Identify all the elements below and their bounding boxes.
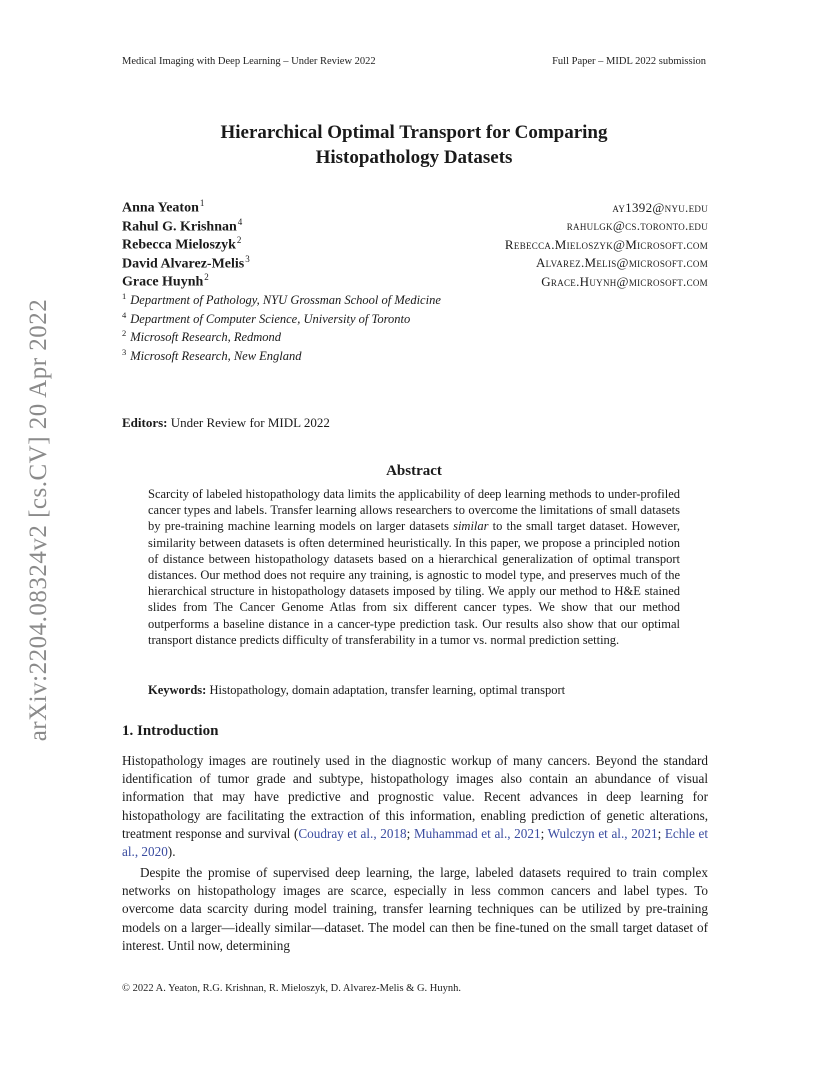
affiliation	[122, 310, 441, 329]
abstract-body	[148, 486, 680, 648]
author-affiliation-mark: 4	[237, 216, 243, 227]
abstract-heading: Abstract	[386, 463, 442, 479]
citation-link[interactable]: Wulczyn et al., 2021	[547, 825, 658, 841]
paper-title	[150, 120, 678, 170]
author-row	[122, 235, 708, 254]
affiliation	[122, 347, 441, 366]
author-list	[122, 198, 708, 291]
keywords-value: Histopathology, domain adaptation, transfer learning, optimal transport	[209, 683, 566, 697]
citation-separator: ;	[406, 825, 414, 841]
affiliation	[122, 328, 441, 347]
arxiv-identifier-text: arXiv:2204.08324v2 [cs.CV] 20 Apr 2022	[25, 298, 52, 742]
editors-label: Editors:	[122, 415, 168, 430]
title-line-1: Hierarchical Optimal Transport for Comparing	[220, 122, 608, 143]
section-heading-introduction: 1. Introduction	[122, 723, 219, 739]
author-affiliation-mark: 2	[236, 235, 242, 245]
author-row	[122, 254, 708, 273]
affiliation-mark: 2	[122, 328, 127, 338]
author-name: Rahul G. Krishnan	[122, 219, 237, 235]
author-row	[122, 198, 708, 217]
affiliation-text: Department of Pathology, NYU Grossman School of Medicine	[130, 293, 441, 308]
affiliation-text: Microsoft Research, Redmond	[130, 330, 282, 345]
abstract-text-end: to the small target dataset. However, similarity between datasets is often determined heuristically. In this paper, we propose a principled notion of distance between histopathology datasets based on a hierarchical generalization of optimal transport distances. Our method does not require any training, is agnostic to model type, and preserves much of the hierarchical structure in histopathology datasets imposed by tiling. We apply our method to H&E stained slides from The Cancer Genome Atlas from six different cancer types. We show that our method outperforms a baseline distance in a cancer-type prediction task. Our results also show that our optimal transport distance predicts difficulty of transferability in a tumor vs. normal prediction setting.	[148, 519, 680, 647]
intro-paragraph-2: Despite the promise of supervised deep learning, the large, labeled datasets required to train complex networks on histopathology images are scarce, especially in less common cancers and label types. To overcome data scarcity during model training, transfer learning techniques can be utilized by pre-training models on a larger—ideally similar—dataset. The model can then be fine-tuned on the small target dataset of interest. Until now, determining	[122, 865, 708, 953]
citation-link[interactable]: Coudray et al., 2018	[298, 825, 407, 841]
author-affiliation-mark: 1	[199, 198, 205, 208]
author-email[interactable]: Rebecca.Mieloszyk@Microsoft.com	[504, 236, 708, 252]
affiliation-mark: 4	[122, 309, 127, 320]
citation-link[interactable]: Echle et al., 2020	[122, 825, 709, 860]
author-affiliation-mark: 3	[245, 253, 250, 264]
author-email[interactable]: Alvarez.Melis@microsoft.com	[535, 255, 708, 271]
abstract-emphasis: similar	[453, 519, 489, 534]
citation-separator: ;	[540, 825, 548, 841]
copyright-footer: © 2022 A. Yeaton, R.G. Krishnan, R. Mieloszyk, D. Alvarez-Melis & G. Huynh.	[122, 983, 461, 994]
author-name: David Alvarez-Melis	[122, 256, 245, 272]
author-name: Anna Yeaton	[122, 200, 199, 216]
author-name: Rebecca Mieloszyk	[122, 237, 236, 253]
citation-link[interactable]: Muhammad et al., 2021	[413, 825, 541, 841]
citation-separator: ;	[657, 825, 665, 841]
affiliation-mark: 3	[122, 346, 127, 357]
paragraph-text: Histopathology images are routinely used in the diagnostic workup of many cancers. Beyond the standard identification of tumor grade and subtype, histopathology images also contain an abundance of visual information that may have predictive and prognostic value. Recent advances in deep learning for histopathology are facilitating the extraction of this information, enabling prediction of genetic alterations, treatment response and survival (	[122, 753, 708, 841]
keywords-line	[148, 683, 565, 698]
author-email[interactable]: rahulgk@cs.toronto.edu	[566, 218, 708, 234]
abstract-text-start: Scarcity of labeled histopathology data limits the applicability of deep learning methods to under-profiled cancer types and labels. Transfer learning allows researchers to overcome the limitations of small datasets by pre-training machine learning models on larger datasets	[148, 487, 680, 534]
title-line-2: Histopathology Datasets	[315, 147, 513, 168]
arxiv-identifier	[25, 285, 52, 755]
author-email[interactable]: ay1392@nyu.edu	[612, 199, 708, 215]
keywords-label: Keywords:	[148, 683, 207, 697]
affiliation-list	[122, 291, 441, 365]
running-header-right: Full Paper – MIDL 2022 submission	[552, 56, 706, 67]
author-row	[122, 272, 708, 291]
running-header-left: Medical Imaging with Deep Learning – Under Review 2022	[122, 56, 376, 67]
editors-value: Under Review for MIDL 2022	[170, 415, 330, 430]
author-row	[122, 217, 708, 236]
author-email[interactable]: Grace.Huynh@microsoft.com	[541, 273, 708, 289]
affiliation-text: Microsoft Research, New England	[130, 348, 302, 363]
affiliation-mark: 1	[122, 291, 127, 301]
author-affiliation-mark: 2	[204, 272, 209, 282]
paragraph-end: ).	[167, 844, 176, 860]
intro-paragraph-1	[122, 752, 708, 861]
author-name: Grace Huynh	[122, 274, 204, 290]
affiliation	[122, 291, 441, 310]
affiliation-text: Department of Computer Science, University of Toronto	[130, 311, 411, 326]
editors-line	[122, 415, 330, 431]
